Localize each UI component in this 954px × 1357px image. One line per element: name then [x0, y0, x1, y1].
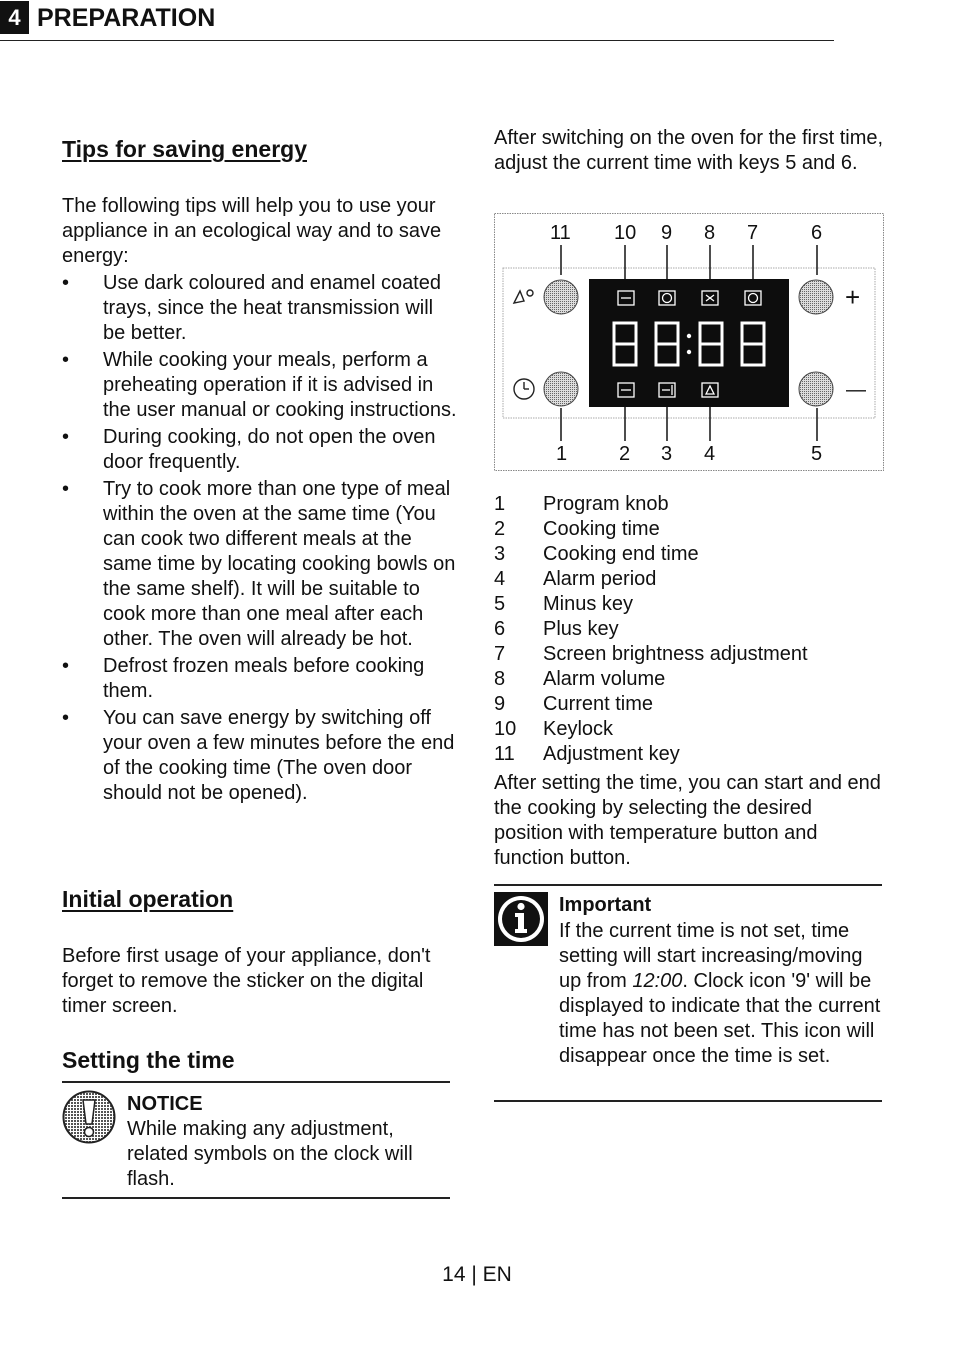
callout-label: 11 — [550, 222, 571, 244]
notice-bottom-rule — [62, 1197, 450, 1199]
info-icon — [494, 892, 548, 946]
initial-text: Before first usage of your appliance, don't forget to remove the sticker on the digital timer screen. — [62, 945, 431, 1017]
notice-text: While making any adjustment, related symbols on the clock will flash. — [127, 1118, 413, 1190]
bullet: • — [62, 478, 70, 500]
list-item: • You can save energy by switching off your oven a few minutes before the end of the cooking time (The oven door should not be opened). — [62, 707, 455, 804]
bullet: • — [62, 349, 70, 371]
bullet: • — [62, 707, 70, 729]
callout-label: 2 — [619, 443, 631, 465]
callout-label: 10 — [614, 222, 637, 244]
right-after-text: After setting the time, you can start and end the cooking by selecting the desired position with temperature button and function button. — [494, 772, 881, 869]
minus-symbol: — — [846, 379, 866, 401]
important-top-rule — [494, 884, 882, 886]
plus-symbol: + — [845, 282, 861, 312]
callout-label: 6 — [811, 222, 823, 244]
tips-intro: The following tips will help you to use your appliance in an ecological way and to save energy: — [62, 195, 442, 267]
setting-heading: Setting the time — [62, 1047, 235, 1073]
tips-heading: Tips for saving energy — [62, 136, 307, 162]
important-text: If the current time is not set, time setting will start increasing/moving up from 12:00. Clock icon '9' will be displayed to indicate that the current time has not been set. This icon will disappear once the time is set. — [559, 920, 881, 1067]
callout-label: 5 — [811, 443, 823, 465]
important-bottom-rule — [494, 1100, 882, 1102]
callout-label: 8 — [704, 222, 716, 244]
notice-title: NOTICE — [127, 1093, 203, 1115]
initial-heading: Initial operation — [62, 886, 234, 912]
list-item: • Use dark coloured and enamel coated trays, since the heat transmission will be better. — [62, 272, 441, 344]
bullet: • — [62, 272, 70, 294]
list-item: • While cooking your meals, perform a preheating operation if it is advised in the user manual or cooking instructions. — [62, 349, 457, 421]
callout-label: 4 — [704, 443, 716, 465]
page-number: 14 | EN — [442, 1263, 512, 1286]
control-panel-diagram — [494, 213, 884, 471]
callout-label: 3 — [661, 443, 673, 465]
section-header — [0, 0, 834, 41]
list-item: • Try to cook more than one type of meal within the oven at the same time (You can cook two different meals at the same time by locating cooking bowls on the same shelf). It will be suitable to cook more than one meal after each other. The oven will already be hot. — [62, 478, 456, 650]
list-item: • Defrost frozen meals before cooking them. — [62, 655, 425, 702]
bullet: • — [62, 426, 70, 448]
right-intro: After switching on the oven for the first time, adjust the current time with keys 5 and 6. — [494, 127, 884, 174]
callout-label: 9 — [661, 222, 673, 244]
callout-label: 7 — [747, 222, 759, 244]
tips-list — [62, 271, 457, 808]
bullet: • — [62, 655, 70, 677]
important-title: Important — [559, 894, 652, 916]
warning-icon — [62, 1090, 116, 1144]
notice-top-rule — [62, 1081, 450, 1083]
list-item: • During cooking, do not open the oven door frequently. — [62, 426, 436, 473]
section-number: 4 — [0, 1, 29, 34]
section-title: PREPARATION — [37, 4, 216, 32]
callout-label: 1 — [556, 443, 568, 465]
